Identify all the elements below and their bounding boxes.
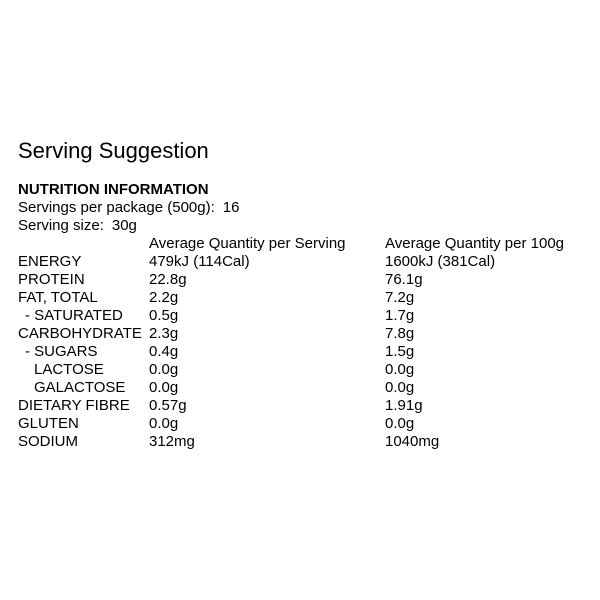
table-row	[18, 271, 588, 289]
nutrient-name: - SATURATED	[25, 307, 123, 324]
per-serving-value: 0.4g	[149, 343, 179, 360]
nutrient-name: FAT, TOTAL	[18, 289, 98, 306]
per-serving-value: 2.3g	[149, 325, 179, 342]
table-row	[18, 379, 588, 397]
per-100g-value: 1.91g	[385, 397, 423, 414]
per-serving-value: 2.2g	[149, 289, 179, 306]
serving-size-label: Serving size:	[18, 217, 104, 234]
nutrition-heading: NUTRITION INFORMATION	[18, 181, 209, 198]
per-serving-value: 22.8g	[149, 271, 187, 288]
per-serving-value: 0.57g	[149, 397, 187, 414]
serving-suggestion-title: Serving Suggestion	[18, 138, 209, 163]
table-row	[18, 289, 588, 307]
table-row	[18, 415, 588, 433]
nutrient-name: - SUGARS	[25, 343, 98, 360]
nutrition-table	[18, 235, 588, 451]
per-serving-value: 312mg	[149, 433, 195, 450]
nutrient-name: LACTOSE	[34, 361, 104, 378]
per-100g-value: 0.0g	[385, 361, 415, 378]
per-100g-value: 7.2g	[385, 289, 415, 306]
nutrient-name: DIETARY FIBRE	[18, 397, 130, 414]
table-row	[18, 343, 588, 361]
per-serving-value: 0.0g	[149, 361, 179, 378]
nutrient-name: ENERGY	[18, 253, 82, 270]
per-serving-value: 0.5g	[149, 307, 179, 324]
nutrient-name: GLUTEN	[18, 415, 79, 432]
column-header-per-100g: Average Quantity per 100g	[385, 235, 565, 252]
serving-size	[18, 217, 588, 235]
per-100g-value: 0.0g	[385, 415, 415, 432]
nutrient-name: CARBOHYDRATE	[18, 325, 142, 342]
servings-per-package	[18, 199, 588, 217]
per-serving-value: 479kJ (114Cal)	[149, 253, 250, 270]
table-row	[18, 397, 588, 415]
per-100g-value: 1.5g	[385, 343, 415, 360]
per-100g-value: 1600kJ (381Cal)	[385, 253, 496, 270]
nutrient-name: SODIUM	[18, 433, 78, 450]
table-row	[18, 325, 588, 343]
table-header-row	[18, 235, 588, 253]
column-header-per-serving: Average Quantity per Serving	[149, 235, 346, 252]
per-100g-value: 7.8g	[385, 325, 415, 342]
table-row	[18, 253, 588, 271]
per-100g-value: 76.1g	[385, 271, 423, 288]
per-100g-value: 1040mg	[385, 433, 440, 450]
serving-size-value: 30g	[111, 217, 137, 234]
per-100g-value: 0.0g	[385, 379, 415, 396]
per-serving-value: 0.0g	[149, 379, 179, 396]
per-serving-value: 0.0g	[149, 415, 179, 432]
servings-value: 16	[222, 199, 240, 216]
table-row	[18, 433, 588, 451]
per-100g-value: 1.7g	[385, 307, 415, 324]
servings-label: Servings per package (500g):	[18, 199, 215, 216]
table-row	[18, 361, 588, 379]
nutrient-name: PROTEIN	[18, 271, 85, 288]
nutrient-name: GALACTOSE	[34, 379, 126, 396]
nutrition-panel	[18, 181, 588, 451]
column-header-nutrient	[18, 235, 149, 253]
table-row	[18, 307, 588, 325]
